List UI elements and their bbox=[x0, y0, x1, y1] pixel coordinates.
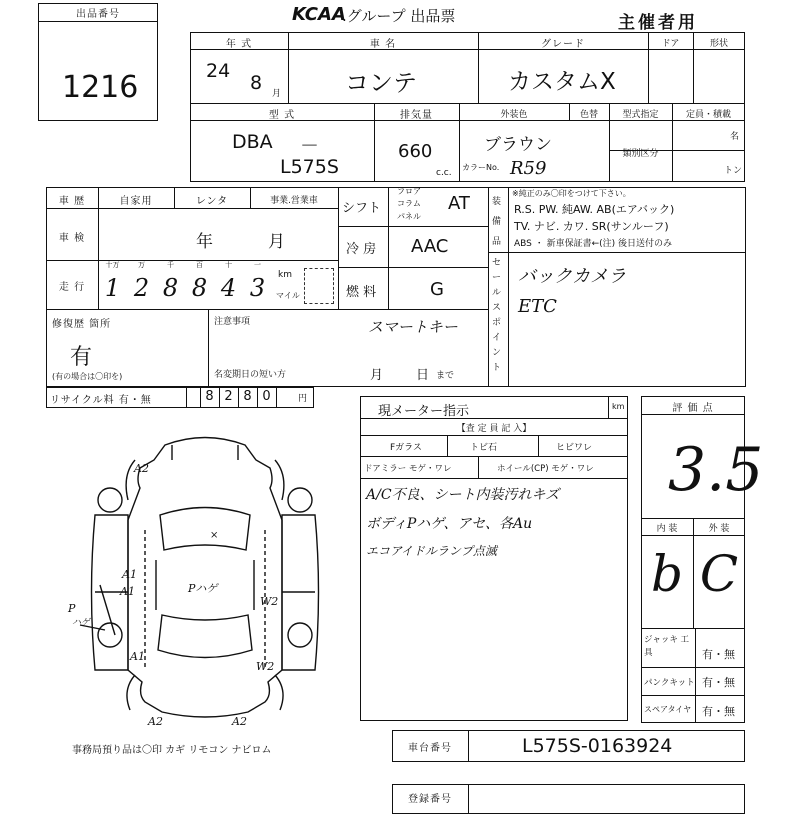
glass-label: Fガラス bbox=[390, 443, 422, 453]
recycle-digit: 8 bbox=[243, 389, 252, 404]
color-no-label: カラーNo. bbox=[462, 163, 500, 172]
mile-checkbox bbox=[304, 268, 334, 304]
mark-phage: P bbox=[68, 602, 76, 615]
sales-point-item: バックカメラ bbox=[518, 266, 626, 287]
recycle-unit: 円 bbox=[298, 394, 308, 404]
mark-phage: Pハゲ bbox=[188, 582, 218, 595]
inspection-label: 車 検 bbox=[58, 233, 86, 244]
exterior-label: 外 装 bbox=[708, 524, 730, 534]
meter-label: 現メーター指示 bbox=[378, 404, 470, 419]
car-damage-diagram bbox=[60, 420, 350, 740]
spare-option: 有・無 bbox=[702, 705, 735, 718]
month-value: 8 bbox=[250, 72, 263, 94]
cc-unit: c.c. bbox=[436, 168, 452, 178]
color-value: ブラウン bbox=[484, 135, 552, 155]
model-dash: － bbox=[300, 135, 320, 157]
sales-point-item: ETC bbox=[518, 296, 557, 317]
digit-header: 十 bbox=[225, 261, 232, 269]
lot-number: 1216 bbox=[62, 70, 139, 105]
mark-w2: W2 bbox=[256, 660, 275, 673]
model-prefix: DBA bbox=[232, 131, 273, 153]
name-change-label: 名変期日の短い方 bbox=[214, 370, 287, 380]
recycle-digit: 0 bbox=[262, 389, 271, 404]
name-change-day: 日 bbox=[416, 368, 430, 383]
digit-header: 一 bbox=[254, 261, 261, 269]
mark-x: × bbox=[210, 530, 219, 541]
mileage-digit: 8 bbox=[191, 274, 208, 302]
history-business: 事業.営業車 bbox=[270, 196, 318, 206]
mile-unit: マイル bbox=[276, 291, 300, 300]
repair-note: (有の場合は〇印を) bbox=[52, 372, 123, 381]
notes-value: スマートキー bbox=[368, 318, 458, 336]
sales-points-label: セールスポイント bbox=[492, 258, 502, 373]
inspection-month: 月 bbox=[268, 232, 285, 252]
equipment-row1: R.S. PW. 純AW. AB(エアバック) bbox=[514, 203, 675, 216]
color-label: 外装色 bbox=[500, 110, 528, 120]
recycle-label: リサイクル料 有・無 bbox=[50, 395, 152, 406]
capacity-label: 定員・積載 bbox=[685, 110, 731, 120]
month-unit: 月 bbox=[272, 89, 282, 99]
digit-header: 百 bbox=[196, 261, 203, 269]
car-name: コンテ bbox=[345, 69, 417, 97]
name-change-month: 月 bbox=[370, 368, 384, 383]
history-rental: レンタ bbox=[195, 196, 229, 207]
shift-value: AT bbox=[448, 193, 470, 214]
grade-value: カスタムX bbox=[508, 69, 616, 95]
shape-label: 形状 bbox=[709, 39, 728, 49]
mark-phage: ハゲ bbox=[72, 618, 91, 628]
remark-line: エコアイドルランプ点滅 bbox=[366, 544, 497, 558]
equipment-row3: ABS ・ 新車保証書←(注) 後日送付のみ bbox=[514, 239, 673, 249]
model-label: 型 式 bbox=[268, 110, 296, 121]
mark-a1: A1 bbox=[120, 585, 135, 598]
spare-label: スペアタイヤ bbox=[644, 705, 692, 714]
wheel-label: ホイール(CP) モゲ・ワレ bbox=[497, 464, 594, 474]
interior-score: b bbox=[650, 545, 683, 603]
remark-line: ボディPハゲ、アセ、各Au bbox=[366, 516, 533, 532]
digit-header: 万 bbox=[138, 261, 145, 269]
diagram-footer: 事務局預り品は〇印 カギ リモコン ナビロム bbox=[72, 745, 272, 756]
mileage-digit: 3 bbox=[249, 274, 266, 302]
color-no-value: R59 bbox=[510, 158, 547, 179]
inspection-year: 年 bbox=[196, 232, 213, 252]
equipment-note: ※純正のみ〇印をつけて下さい。 bbox=[512, 189, 631, 198]
history-label: 車 歴 bbox=[58, 196, 86, 207]
registration-label: 登録番号 bbox=[408, 794, 452, 805]
digit-header: 千 bbox=[167, 261, 174, 269]
jack-option: 有・無 bbox=[702, 648, 735, 661]
chassis-label: 車台番号 bbox=[408, 743, 452, 754]
grade-label: グレード bbox=[541, 39, 585, 50]
km-unit: km bbox=[278, 270, 292, 280]
name-change-until: まで bbox=[436, 371, 455, 381]
mileage-digit: 4 bbox=[220, 274, 237, 302]
score-value: 3.5 bbox=[668, 435, 764, 505]
model-designation-label: 型式指定 bbox=[622, 110, 659, 120]
crack-label: ヒビワレ bbox=[556, 443, 593, 453]
jack-label: ジャッキ 工 具 bbox=[644, 635, 690, 658]
chassis-value: L575S-0163924 bbox=[522, 735, 673, 757]
meter-km-unit: km bbox=[612, 402, 625, 411]
mileage-digit: 8 bbox=[162, 274, 179, 302]
mark-w2: W2 bbox=[260, 595, 279, 608]
mark-a2: A2 bbox=[148, 715, 163, 728]
puncture-option: 有・無 bbox=[702, 676, 735, 689]
mark-a2: A2 bbox=[232, 715, 247, 728]
chip-label: トビ石 bbox=[470, 443, 498, 453]
history-private: 自家用 bbox=[119, 196, 153, 207]
interior-label: 内 装 bbox=[656, 524, 678, 534]
fuel-label: 燃 料 bbox=[346, 285, 377, 300]
mileage-digit: 1 bbox=[104, 274, 121, 302]
exterior-score: C bbox=[699, 545, 739, 603]
sheet-title: .グループ 出品票 bbox=[342, 7, 456, 25]
mark-a1: A1 bbox=[130, 650, 145, 663]
lot-label: 出品番号 bbox=[76, 9, 120, 20]
door-label: ドア bbox=[661, 39, 680, 49]
digit-header: 十万 bbox=[105, 261, 120, 269]
mirror-label: ドアミラー モゲ・ワレ bbox=[364, 464, 452, 474]
equipment-label: 装備品 bbox=[492, 197, 502, 247]
repair-value: 有 bbox=[70, 345, 93, 370]
repair-label: 修復歴 箇所 bbox=[52, 319, 112, 330]
mark-a2: A2 bbox=[134, 462, 149, 475]
puncture-label: パンクキット bbox=[644, 678, 695, 688]
ac-value: AAC bbox=[411, 236, 449, 257]
model-code: L575S bbox=[280, 156, 339, 178]
name-label: 車 名 bbox=[369, 39, 397, 50]
inspector-section-label: 【査 定 員 記 入】 bbox=[456, 424, 532, 434]
recycle-digit: 2 bbox=[224, 389, 233, 404]
mileage-label: 走 行 bbox=[58, 282, 86, 293]
floor-label: フロア bbox=[397, 187, 421, 196]
mileage-grid bbox=[98, 260, 274, 309]
mileage-digit: 2 bbox=[133, 274, 150, 302]
year-value: 24 bbox=[206, 60, 231, 82]
ac-label: 冷 房 bbox=[346, 242, 377, 257]
fuel-value: G bbox=[430, 279, 444, 300]
capacity-people-unit: 名 bbox=[730, 132, 740, 142]
year-label: 年 式 bbox=[225, 39, 253, 50]
score-label: 評 価 点 bbox=[672, 403, 714, 414]
shift-label: シフト bbox=[342, 201, 382, 216]
remark-line: A/C不良、シート内装汚れキズ bbox=[366, 487, 560, 503]
brand-logo: KCAA bbox=[292, 4, 346, 25]
equipment-row2: TV. ナビ. カワ. SR(サンルーフ) bbox=[514, 220, 669, 233]
displacement-value: 660 bbox=[398, 141, 433, 162]
color-change-label: 色替 bbox=[579, 110, 598, 120]
classification-label: 類別区分 bbox=[622, 149, 659, 159]
notes-label: 注意事項 bbox=[214, 317, 251, 327]
displacement-label: 排気量 bbox=[400, 110, 433, 121]
panel-label: パネル bbox=[397, 212, 421, 221]
capacity-ton-unit: トン bbox=[724, 166, 743, 176]
column-label: コラム bbox=[397, 199, 421, 208]
organizer-label: 主催者用 bbox=[618, 13, 698, 33]
mark-a1: A1 bbox=[122, 568, 137, 581]
recycle-digit: 8 bbox=[205, 389, 214, 404]
